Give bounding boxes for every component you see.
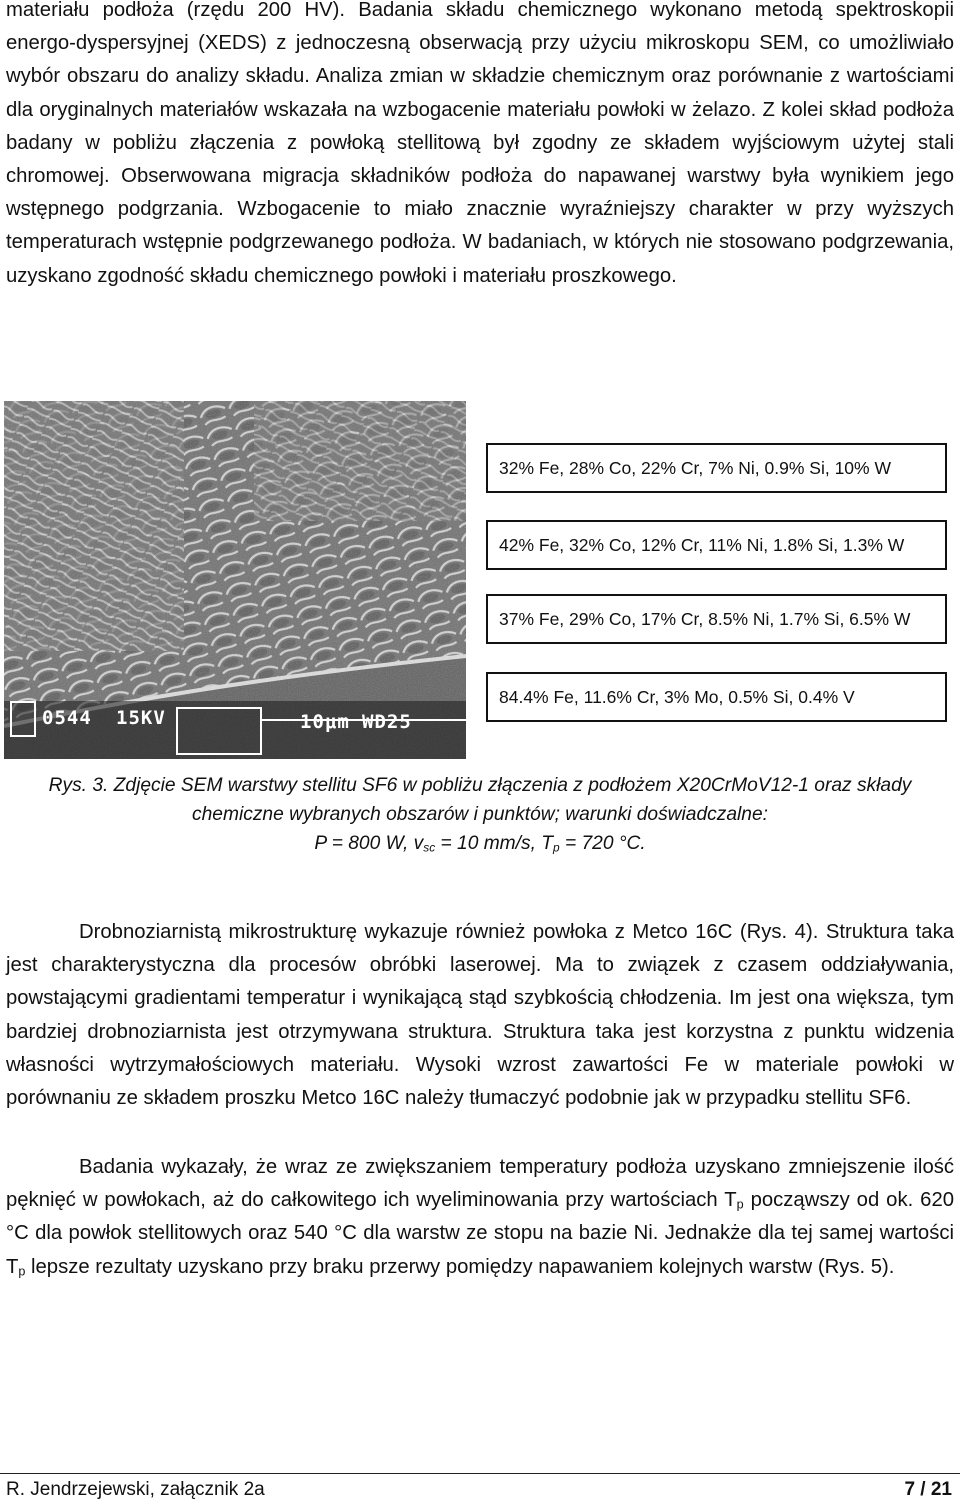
figure-caption xyxy=(0,771,960,858)
paragraph-results: Badania wykazały, że wraz ze zwiększaniem temperatury podłoża uzyskano zmniejszenie ilość pęknięć w powłokach, aż do całkowitego ich wyeliminowania przy wartościach $T_p$ począwszy od ok. 620 °C dla powłok stellitowych oraz 540 °C dla warstw ze stopu na bazie Ni. Jednakże dla tej samej wartości $T_p$ lepsze rezultaty uzyskano przy braku przerwy pomiędzy napawaniem kolejnych warstw (Rys. 5). xyxy=(6,1156,954,1279)
roi-box-1 xyxy=(10,701,36,737)
sem-voltage: 15KV xyxy=(116,707,166,729)
composition-box-2: 42% Fe, 32% Co, 12% Cr, 11% Ni, 1.8% Si, 1.3% W xyxy=(486,520,947,570)
page-number: 7 / 21 xyxy=(904,1479,952,1500)
paragraph-metco: Drobnoziarnistą mikrostrukturę wykazuje również powłoka z Metco 16C (Rys. 4). Struktura taka jest charakterystyczna dla procesów obróbki laserowej. Ma to związek z czasem oddziaływania, powstającymi gradientami temperatur i wynikającą stąd szybkością chłodzenia. Im jest ona większa, tym bardziej drobnoziarnista jest otrzymywana struktura. Struktura taka jest korzystna z punktu widzenia własności wytrzymałościowych materiału. Wysoki wzrost zawartości Fe w materiale powłoki w porównaniu ze składem proszku Metco 16C należy tłumaczyć podobnie jak w przypadku stellitu SF6. xyxy=(6,921,954,1110)
sem-micrograph xyxy=(4,401,466,759)
caption-line-2: chemiczne wybranych obszarów i punktów; warunki doświadczalne: xyxy=(192,804,768,825)
footer-author: R. Jendrzejewski, załącznik 2a xyxy=(6,1479,265,1500)
sem-image-number: 0544 xyxy=(42,707,92,729)
roi-box-2 xyxy=(176,707,262,755)
footer-divider xyxy=(0,1473,960,1474)
paragraph-intro: materiału podłoża (rzędu 200 HV). Badania składu chemicznego wykonano metodą spektroskopii energo-dyspersyjnej (XEDS) z jednoczesną obserwacją przy użyciu mikroskopu SEM, co umożliwiało wybór obszaru do analizy składu. Analiza zmian w składzie chemicznym oraz porównanie z wartościami dla oryginalnych materiałów wskazała na wzbogacenie materiału powłoki w żelazo. Z kolei skład podłoża badany w pobliżu złączenia z powłoką stellitową był zgodny ze składem wyjściowym użytej stali chromowej. Obserwowana migracja składników podłoża do napawanej warstwy była wynikiem jego wstępnego podgrzania. Wzbogacenie to miało znacznie wyraźniejszy charakter w przy wyższych temperaturach wstępnie podgrzewanego podłoża. W badaniach, w których nie stosowano podgrzewania, uzyskano zgodność składu chemicznego powłoki i materiału proszkowego. xyxy=(6,0,954,287)
composition-box-3: 37% Fe, 29% Co, 17% Cr, 8.5% Ni, 1.7% Si, 6.5% W xyxy=(486,594,947,644)
sem-scale-label: 10μm xyxy=(300,711,350,733)
caption-line-3: P = 800 W, $v_{sc} = 10$ mm/s, $T_p = 720$ °C. xyxy=(314,833,646,855)
sem-working-distance: WD25 xyxy=(362,711,412,733)
composition-box-1: 32% Fe, 28% Co, 22% Cr, 7% Ni, 0.9% Si, 10% W xyxy=(486,443,947,493)
caption-line-1: Rys. 3. Zdjęcie SEM warstwy stellitu SF6 w pobliżu złączenia z podłożem X20CrMoV12-1 oraz składy xyxy=(48,775,912,796)
composition-box-4: 84.4% Fe, 11.6% Cr, 3% Mo, 0.5% Si, 0.4% V xyxy=(486,672,947,722)
